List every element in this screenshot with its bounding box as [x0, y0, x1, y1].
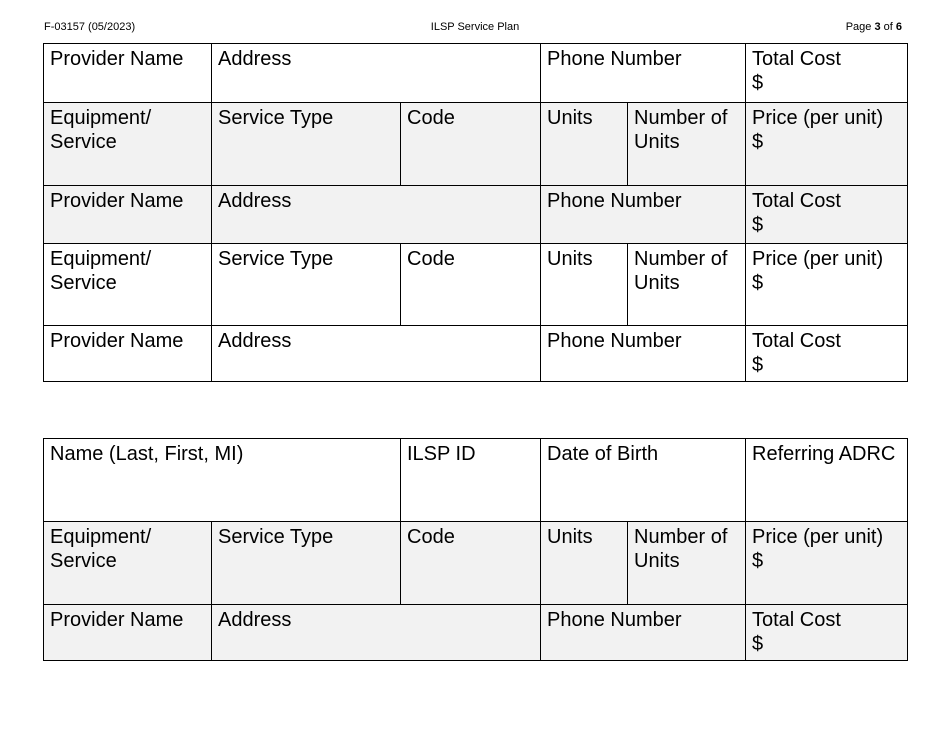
phone-number-field[interactable] — [540, 186, 745, 243]
participant-row — [44, 439, 907, 521]
currency-symbol: $ — [752, 633, 764, 655]
currency-symbol: $ — [752, 550, 764, 572]
equipment-service-label: Equipment/ Service — [50, 526, 152, 572]
equipment-service-field[interactable] — [44, 244, 211, 325]
equipment-row — [44, 102, 907, 185]
code-field[interactable] — [400, 522, 540, 604]
code-label: Code — [407, 248, 455, 270]
price-per-unit-field[interactable] — [745, 244, 907, 325]
date-of-birth-field[interactable] — [540, 439, 745, 521]
units-label: Units — [547, 526, 593, 548]
total-cost-label: Total Cost — [752, 48, 841, 70]
service-type-field[interactable] — [211, 522, 400, 604]
address-label: Address — [218, 609, 292, 631]
service-type-field[interactable] — [211, 244, 400, 325]
number-of-units-label: Number of Units — [634, 526, 728, 572]
units-label: Units — [547, 248, 593, 270]
service-table-1 — [43, 43, 908, 382]
phone-number-label: Phone Number — [547, 48, 682, 70]
participant-name-label: Name (Last, First, MI) — [50, 443, 244, 465]
total-cost-label: Total Cost — [752, 190, 841, 212]
equipment-row — [44, 521, 907, 604]
address-label: Address — [218, 48, 292, 70]
price-per-unit-label: Price (per unit) — [752, 107, 884, 129]
total-cost-field[interactable] — [745, 44, 907, 102]
price-per-unit-label: Price (per unit) — [752, 248, 884, 270]
equipment-service-field[interactable] — [44, 522, 211, 604]
currency-symbol: $ — [752, 131, 764, 153]
address-field[interactable] — [211, 605, 540, 660]
provider-name-field[interactable] — [44, 44, 211, 102]
page-prefix: Page — [845, 21, 875, 33]
code-field[interactable] — [400, 244, 540, 325]
form-title: ILSP Service Plan — [430, 21, 520, 33]
price-per-unit-field[interactable] — [745, 103, 907, 185]
equipment-service-field[interactable] — [44, 103, 211, 185]
phone-number-label: Phone Number — [547, 330, 682, 352]
provider-name-label: Provider Name — [50, 190, 184, 212]
page-current: 3 — [874, 21, 881, 33]
phone-number-label: Phone Number — [547, 609, 682, 631]
total-cost-label: Total Cost — [752, 609, 841, 631]
currency-symbol: $ — [752, 214, 764, 236]
provider-name-field[interactable] — [44, 605, 211, 660]
address-label: Address — [218, 330, 292, 352]
total-cost-field[interactable] — [745, 605, 907, 660]
code-label: Code — [407, 526, 455, 548]
provider-row — [44, 44, 907, 102]
price-per-unit-field[interactable] — [745, 522, 907, 604]
provider-row — [44, 325, 907, 381]
service-table-2 — [43, 438, 908, 661]
provider-name-label: Provider Name — [50, 48, 184, 70]
currency-symbol: $ — [752, 72, 764, 94]
service-type-label: Service Type — [218, 107, 334, 129]
participant-name-field[interactable] — [44, 439, 400, 521]
phone-number-field[interactable] — [540, 605, 745, 660]
address-field[interactable] — [211, 326, 540, 381]
total-cost-field[interactable] — [745, 326, 907, 381]
provider-name-field[interactable] — [44, 326, 211, 381]
code-field[interactable] — [400, 103, 540, 185]
address-label: Address — [218, 190, 292, 212]
address-field[interactable] — [211, 44, 540, 102]
provider-row — [44, 185, 907, 243]
units-field[interactable] — [540, 103, 627, 185]
units-field[interactable] — [540, 244, 627, 325]
address-field[interactable] — [211, 186, 540, 243]
total-cost-label: Total Cost — [752, 330, 841, 352]
currency-symbol: $ — [752, 354, 764, 376]
page-total: 6 — [895, 21, 902, 33]
referring-adrc-label: Referring ADRC — [752, 443, 896, 465]
equipment-row — [44, 243, 907, 325]
code-label: Code — [407, 107, 455, 129]
form-number: F-03157 (05/2023) — [44, 21, 136, 33]
number-of-units-field[interactable] — [627, 103, 745, 185]
total-cost-field[interactable] — [745, 186, 907, 243]
provider-row — [44, 604, 907, 660]
units-label: Units — [547, 107, 593, 129]
number-of-units-label: Number of Units — [634, 248, 728, 294]
phone-number-label: Phone Number — [547, 190, 682, 212]
phone-number-field[interactable] — [540, 326, 745, 381]
provider-name-label: Provider Name — [50, 330, 184, 352]
phone-number-field[interactable] — [540, 44, 745, 102]
equipment-service-label: Equipment/ Service — [50, 107, 152, 153]
number-of-units-label: Number of Units — [634, 107, 728, 153]
equipment-service-label: Equipment/ Service — [50, 248, 152, 294]
service-type-label: Service Type — [218, 526, 334, 548]
provider-name-label: Provider Name — [50, 609, 184, 631]
page-indicator — [846, 21, 902, 33]
number-of-units-field[interactable] — [627, 522, 745, 604]
page-of: of — [880, 21, 896, 33]
ilsp-id-field[interactable] — [400, 439, 540, 521]
service-type-field[interactable] — [211, 103, 400, 185]
provider-name-field[interactable] — [44, 186, 211, 243]
referring-adrc-field[interactable] — [745, 439, 907, 521]
currency-symbol: $ — [752, 272, 764, 294]
units-field[interactable] — [540, 522, 627, 604]
number-of-units-field[interactable] — [627, 244, 745, 325]
service-type-label: Service Type — [218, 248, 334, 270]
date-of-birth-label: Date of Birth — [547, 443, 659, 465]
price-per-unit-label: Price (per unit) — [752, 526, 884, 548]
ilsp-id-label: ILSP ID — [407, 443, 476, 465]
